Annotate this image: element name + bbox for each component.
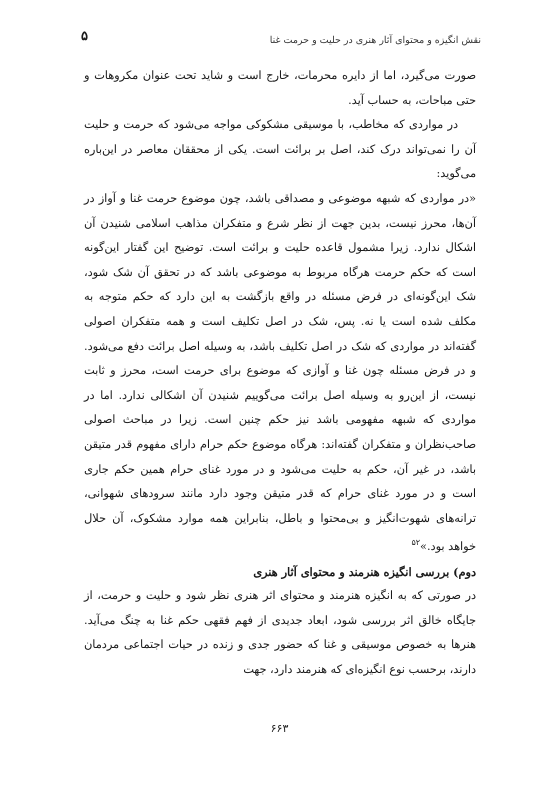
folio-number: ۶۶۳ xyxy=(270,722,289,735)
page-number: ۵ xyxy=(81,29,88,44)
paragraph-2: در مواردی که مخاطب، با موسیقی مشکوکی مواجه می‌شود که حرمت و حلیت آن را نمی‌تواند درک کند، اصل بر برائت است. یکی از محققان معاصر در این‌باره می‌گوید: xyxy=(84,118,476,181)
section-heading: دوم) بررسی انگیزه هنرمند و محتوای آثار هنری xyxy=(253,564,476,579)
quote-text: «در مواردی که شبهه موضوعی و مصداقی باشد، چون موضوع حرمت غنا و آواز در آن‌ها، محرز نیست، بدین جهت از نظر شرع و متفکران مذاهب اسلامی شنیدن آن اشکال ندارد. زیرا مشمول قاعده حلیت و برائت است. توضیح این گفتار این‌گونه است که حکم حرمت هرگاه مربوط به موضوعی باشد که در تحقق آن شک شود، شک این‌گونه‌ای در فرض مسئله در واقع بازگشت به این دارد که حکم متوجه به مکلف شده است یا نه. پس، شک در اصل تکلیف است و همه متفکران اصولی گفته‌اند در مواردی که شک در اصل تکلیف باشد، به وسیله اصل برائت دفع می‌شود. و در فرض مسئله چون غنا و آوازی که موضوع برای حرمت است، محرز و ثابت نیست، از این‌رو به وسیله اصل برائت می‌گوییم شنیدن آن اشکالی ندارد. اما در مواردی که شبهه مفهومی باشد نیز حکم چنین است. زیرا در مباحث اصولی صاحب‌نظران و متفکران گفته‌اند: هرگاه موضوع حکم حرام دارای مفهوم قدر متیقن باشد، در غیر آن، حکم به حلیت می‌شود و در مورد غنای حرام همین حکم جاری است و در مورد غنای حرام که قدر متیقن وجود دارد مانند سرودهای شهوانی، ترانه‌های شهوت‌انگیز و بی‌محتوا و باطل، بنابراین همه موارد مشکوک، آن حلال خواهد بود.» xyxy=(84,191,476,554)
footnote-marker: ۵۲ xyxy=(411,538,421,548)
running-title: نقش انگیزه و محتوای آثار هنری در حلیت و حرمت غنا xyxy=(269,35,481,46)
page-header xyxy=(81,29,481,50)
body-text xyxy=(84,64,476,683)
quote-paragraph xyxy=(84,187,476,560)
paragraph-4: در صورتی که به انگیزه هنرمند و محتوای اثر هنری نظر شود و حلیت و حرمت، از جایگاه خالق اثر بررسی شود، ابعاد جدیدی از فهم فقهی حکم غنا به چنگ می‌آید. هنرها به خصوص موسیقی و غنا که حضور جدی و زنده در حیات اجتماعی مردمان دارند، برحسب نوع انگیزه‌ای که هنرمند دارد، جهت xyxy=(84,589,476,677)
paragraph-1: صورت می‌گیرد، اما از دایره محرمات، خارج است و شاید تحت عنوان مکروهات و حتی مباحات، به حساب آید. xyxy=(84,69,476,107)
